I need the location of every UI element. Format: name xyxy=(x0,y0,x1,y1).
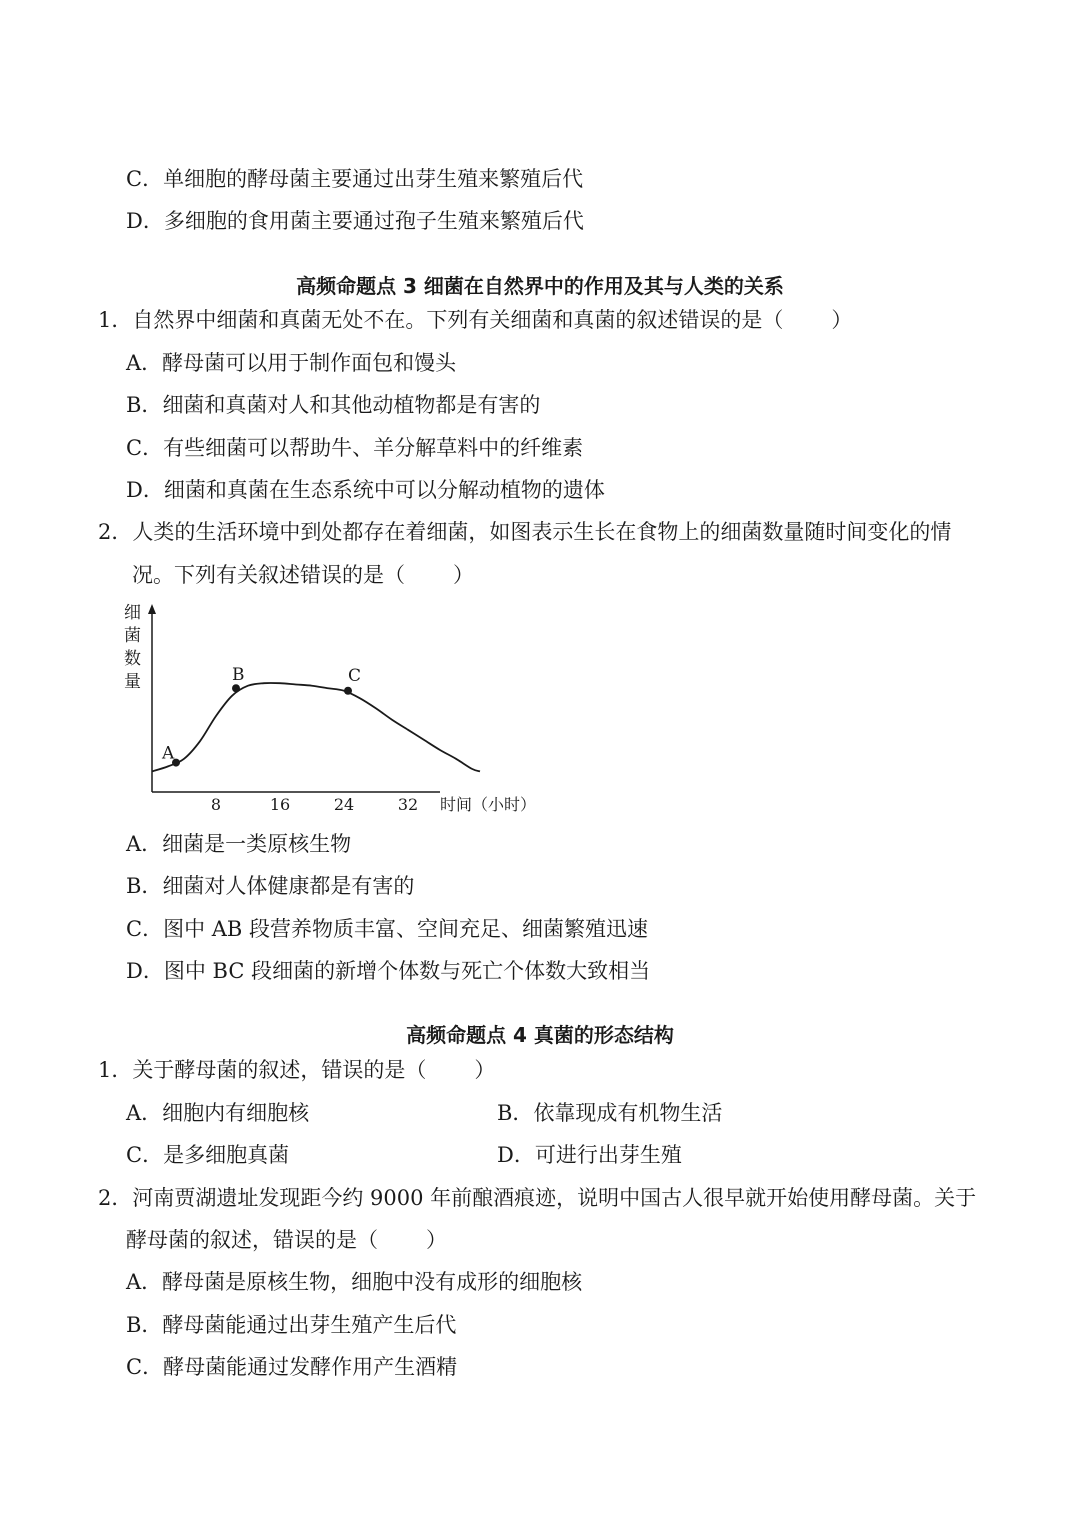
x-tick-label: 8 xyxy=(210,795,222,814)
point-c xyxy=(344,687,352,695)
question-stem-continued: 况。下列有关叙述错误的是（ ） xyxy=(132,563,474,587)
section-heading: 高频命题点 3 细菌在自然界中的作用及其与人类的关系 xyxy=(296,274,784,298)
option-b: B．酵母菌能通过出芽生殖产生后代 xyxy=(126,1313,457,1337)
question-stem: 2．河南贾湖遗址发现距今约 9000 年前酿酒痕迹，说明中国古人很早就开始使用酵母菌。关于 xyxy=(98,1186,977,1210)
option-c: C．单细胞的酵母菌主要通过出芽生殖来繁殖后代 xyxy=(126,167,584,191)
option-d: D．图中 BC 段细菌的新增个体数与死亡个体数大致相当 xyxy=(126,959,651,983)
section-heading: 高频命题点 4 真菌的形态结构 xyxy=(406,1023,674,1047)
bacteria-growth-chart xyxy=(110,598,570,828)
option-a: A．细菌是一类原核生物 xyxy=(126,832,352,856)
option-b: B．细菌和真菌对人和其他动植物都是有害的 xyxy=(126,393,541,417)
question-stem: 2．人类的生活环境中到处都存在着细菌，如图表示生长在食物上的细菌数量随时间变化的情 xyxy=(98,520,952,544)
point-b xyxy=(232,684,240,692)
y-axis-label xyxy=(124,603,141,692)
x-tick-label: 16 xyxy=(269,795,291,814)
series-line xyxy=(152,683,480,771)
option-c: C．是多细胞真菌 xyxy=(126,1143,290,1167)
x-tick-label: 32 xyxy=(397,795,419,814)
y-axis-label-char: 菌 xyxy=(124,626,141,646)
question-stem: 1．关于酵母菌的叙述，错误的是（ ） xyxy=(98,1058,496,1082)
option-c: C．酵母菌能通过发酵作用产生酒精 xyxy=(126,1355,458,1379)
y-axis-arrow xyxy=(148,604,156,614)
question-stem-continued: 酵母菌的叙述，错误的是（ ） xyxy=(126,1228,447,1252)
option-b: B．依靠现成有机物生活 xyxy=(497,1101,723,1125)
option-d: D．细菌和真菌在生态系统中可以分解动植物的遗体 xyxy=(126,478,605,502)
point-label-a: A xyxy=(162,743,175,764)
y-axis-label-char: 数 xyxy=(124,649,141,669)
option-c: C．有些细菌可以帮助牛、羊分解草料中的纤维素 xyxy=(126,436,584,460)
x-tick-label: 24 xyxy=(333,795,355,814)
option-d: D．多细胞的食用菌主要通过孢子生殖来繁殖后代 xyxy=(126,209,584,233)
option-a: A．细胞内有细胞核 xyxy=(126,1101,310,1125)
option-d: D．可进行出芽生殖 xyxy=(497,1143,682,1167)
option-a: A．酵母菌是原核生物，细胞中没有成形的细胞核 xyxy=(126,1270,583,1294)
point-label-b: B xyxy=(232,665,245,686)
option-b: B．细菌对人体健康都是有害的 xyxy=(126,874,415,898)
y-axis-label-char: 量 xyxy=(124,672,141,692)
question-stem: 1．自然界中细菌和真菌无处不在。下列有关细菌和真菌的叙述错误的是（ ） xyxy=(98,308,853,332)
x-axis-label: 时间（小时） xyxy=(440,795,537,814)
point-label-c: C xyxy=(348,665,362,686)
y-axis-label-char: 细 xyxy=(124,603,141,623)
option-a: A．酵母菌可以用于制作面包和馒头 xyxy=(126,351,457,375)
option-c: C．图中 AB 段营养物质丰富、空间充足、细菌繁殖迅速 xyxy=(126,917,649,941)
